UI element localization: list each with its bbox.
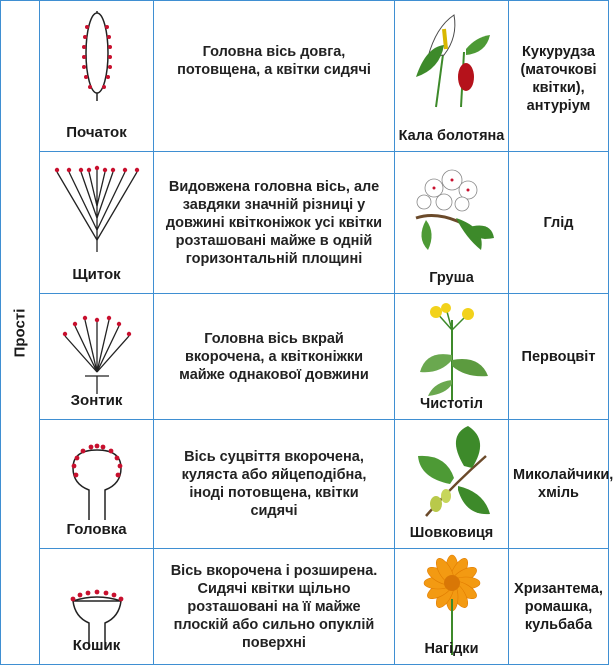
- plant-name: Чистотіл: [420, 396, 483, 412]
- description-cell: [154, 420, 395, 549]
- description-cell: [154, 1, 395, 152]
- celandine-illustration: [395, 300, 508, 400]
- diagram-cell: [40, 420, 154, 549]
- examples-cell: [509, 152, 609, 294]
- inflorescence-name: Кошик: [72, 637, 121, 654]
- group-label: Прості: [11, 308, 29, 357]
- plant-name: Кала болотяна: [398, 128, 505, 144]
- mulberry-illustration: [395, 426, 508, 526]
- examples-cell: [509, 549, 609, 665]
- table-row: [1, 152, 609, 294]
- inflorescence-name: Щиток: [72, 266, 121, 283]
- table-row: [1, 1, 609, 152]
- plant-name: Шовковиця: [409, 525, 494, 541]
- examples: Хризантема, ромашка, кульбаба: [514, 580, 603, 633]
- pear-illustration: [395, 158, 508, 258]
- inflorescence-description: Головна вісь вкрай вкорочена, а квітконіжки майже однакової довжини: [179, 330, 369, 383]
- plant-cell: [395, 1, 509, 152]
- inflorescence-description: Головна вісь довга, потовщена, а квітки сидячі: [177, 44, 371, 78]
- examples-cell: [509, 1, 609, 152]
- plant-cell: [395, 294, 509, 420]
- plant-cell: [395, 152, 509, 294]
- corymb-diagram: [40, 160, 153, 252]
- plant-cell: [395, 549, 509, 665]
- calendula-illustration: [395, 555, 508, 655]
- table-row: [1, 549, 609, 665]
- examples: Миколайчики, хміль: [513, 467, 613, 501]
- group-header-cell: [1, 1, 40, 665]
- diagram-cell: [40, 549, 154, 665]
- table-row: [1, 294, 609, 420]
- capitulum-head-diagram: [40, 428, 153, 520]
- plant-name: Нагідки: [424, 641, 479, 657]
- plant-name: Груша: [429, 270, 474, 286]
- examples: Кукурудза (маточкові квітки), антуріум: [520, 44, 597, 114]
- description-cell: [154, 549, 395, 665]
- examples-cell: [509, 420, 613, 549]
- inflorescence-name: Головка: [66, 521, 127, 538]
- description-cell: [154, 152, 395, 294]
- basket-diagram: [40, 557, 153, 649]
- diagram-cell: [40, 294, 154, 420]
- inflorescence-description: Вісь суцвіття вкорочена, куляста або яйцеподібна, іноді потовщена, квітки сидячі: [181, 449, 367, 519]
- diagram-cell: [40, 1, 154, 152]
- umbel-diagram: [40, 302, 153, 394]
- diagram-cell: [40, 152, 154, 294]
- examples: Первоцвіт: [521, 348, 596, 365]
- description-cell: [154, 294, 395, 420]
- inflorescence-name: Початок: [66, 124, 127, 141]
- inflorescence-description: Вісь вкорочена і розширена. Сидячі квітки щільно розташовані на її майже плоскій або сильно опуклій поверхні: [170, 562, 378, 651]
- inflorescence-name: Зонтик: [70, 392, 123, 409]
- spadix-diagram: [40, 9, 153, 101]
- inflorescence-description: Видовжена головна вісь, але завдяки значній різниці у довжині квітконіжок усі квітки розташовані майже в одній горизонтальній площині: [165, 178, 383, 267]
- examples-cell: [509, 294, 609, 420]
- table-row: [1, 420, 609, 549]
- calla-illustration: [395, 7, 508, 107]
- plant-cell: [395, 420, 509, 549]
- examples: Глід: [543, 214, 574, 231]
